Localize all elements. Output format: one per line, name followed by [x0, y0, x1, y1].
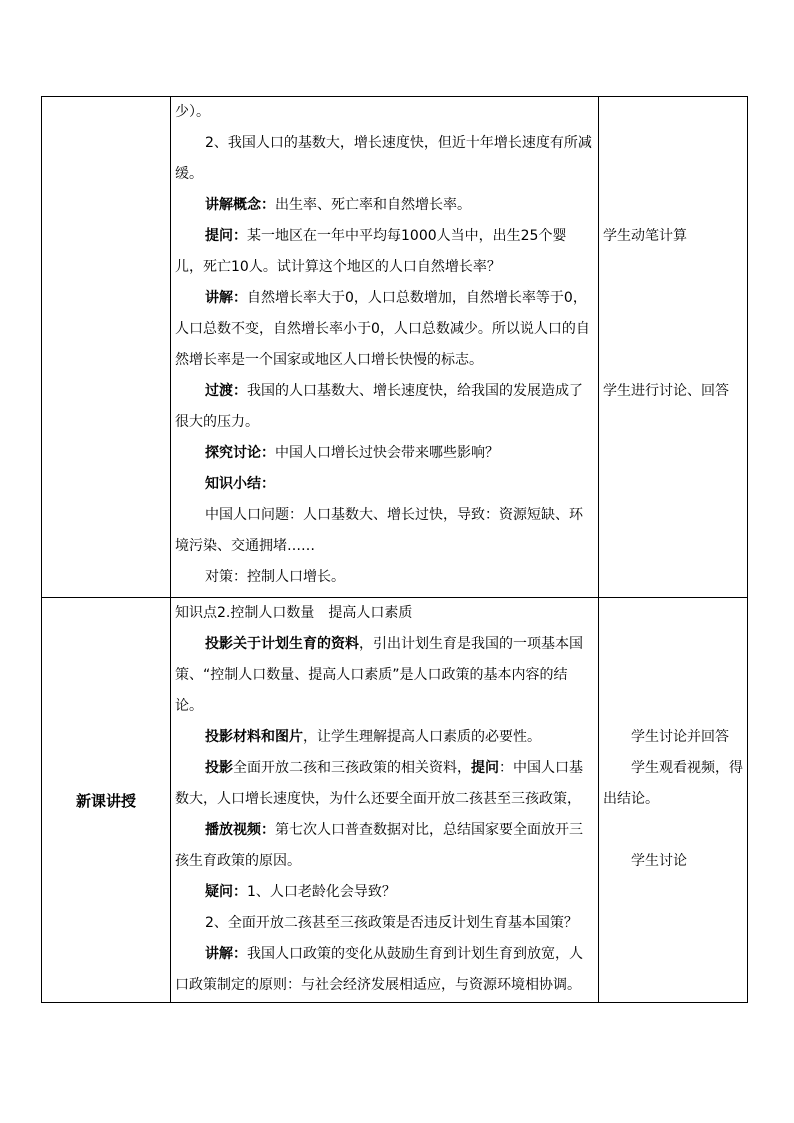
student-activity-cell	[599, 97, 748, 598]
student-activity-cell	[599, 598, 748, 1003]
bold-lead: 讲解：	[205, 290, 247, 306]
bold-lead: 投影	[205, 760, 233, 776]
bold-lead: 疑问：	[205, 884, 247, 900]
content-cell	[171, 97, 599, 598]
bold-lead: 知识小结：	[205, 476, 275, 492]
text: 2、我国人口的基数大，增长速度快，但近十年增长速度有所减缓。	[175, 135, 592, 182]
bold-lead: 提问：	[205, 228, 247, 244]
student-activity: 学生动笔计算	[603, 228, 687, 244]
student-activity: 学生进行讨论、回答	[603, 383, 729, 399]
text: ，让学生理解提高人口素质的必要性。	[303, 729, 541, 745]
table-row	[42, 598, 748, 1003]
text: 少）。	[175, 104, 210, 120]
text: 知识点2.控制人口数量 提高人口素质	[175, 605, 413, 621]
paragraph	[171, 190, 598, 221]
text: 中国人口问题：人口基数大、增长过快，导致：资源短缺、环境污染、交通拥堵……	[175, 507, 583, 554]
paragraph	[171, 283, 598, 376]
text: 2、全面开放二孩甚至三孩政策是否违反计划生育基本国策？	[205, 915, 578, 931]
text: 全面开放二孩和三孩政策的相关资料，	[233, 760, 471, 776]
paragraph	[171, 469, 598, 500]
student-activity: 学生观看视频，得出结论。	[603, 760, 743, 807]
bold-lead: 讲解概念：	[205, 197, 275, 213]
bold-lead: 讲解：	[205, 946, 247, 962]
bold-lead: 过渡：	[205, 383, 247, 399]
text: 中国人口增长过快会带来哪些影响？	[275, 445, 499, 461]
paragraph	[171, 438, 598, 469]
table-row	[42, 97, 748, 598]
content-cell	[171, 598, 599, 1003]
text: 出生率、死亡率和自然增长率。	[275, 197, 471, 213]
text: 某一地区在一年中平均每1000人当中，出生25个婴儿，死亡10人。试计算这个地区的人口自然增长率？	[175, 228, 567, 275]
stage-cell-empty	[42, 97, 171, 598]
paragraph	[171, 753, 598, 815]
text: ，引出计划生育是我国的一项基本国策、“控制人口数量、提高人口素质”是人口政策的基本内容的结论。	[175, 636, 583, 714]
bold-lead: 探究讨论：	[205, 445, 275, 461]
text: 我国的人口基数大、增长速度快，给我国的发展造成了很大的压力。	[175, 383, 583, 430]
paragraph	[171, 629, 598, 722]
student-activity: 学生讨论并回答	[631, 729, 729, 745]
bold-lead: 提问	[471, 760, 499, 776]
paragraph	[171, 908, 598, 939]
bold-lead: 投影关于计划生育的资料	[205, 636, 359, 652]
student-activity: 学生讨论	[631, 853, 687, 869]
paragraph	[171, 97, 598, 128]
bold-lead: 播放视频：	[205, 822, 275, 838]
stage-label: 新课讲授	[42, 598, 171, 1003]
paragraph	[171, 939, 598, 1001]
text: 我国人口政策的变化从鼓励生育到计划生育到放宽，人口政策制定的原则：与社会经济发展相适应，与资源环境相协调。	[175, 946, 583, 993]
paragraph	[171, 376, 598, 438]
text: ：中国人口基数大，人口增长速度快，为什么还要全面开放二孩甚至三孩政策，	[175, 760, 583, 807]
paragraph	[171, 598, 598, 629]
text: 对策：控制人口增长。	[205, 569, 345, 585]
paragraph	[171, 128, 598, 190]
content-lines	[171, 598, 598, 1001]
bold-lead: 投影材料和图片	[205, 729, 303, 745]
paragraph	[171, 221, 598, 283]
text: 1、人口老龄化会导致？	[247, 884, 396, 900]
paragraph	[171, 877, 598, 908]
lesson-table	[41, 96, 748, 1003]
text: 第七次人口普查数据对比，总结国家要全面放开三孩生育政策的原因。	[175, 822, 583, 869]
paragraph	[171, 722, 598, 753]
paragraph	[171, 815, 598, 877]
text: 自然增长率大于0，人口总数增加，自然增长率等于0，人口总数不变，自然增长率小于0，人口总数减少。所以说人口的自然增长率是一个国家或地区人口增长快慢的标志。	[175, 290, 590, 368]
paragraph	[171, 562, 598, 593]
content-lines	[171, 97, 598, 593]
paragraph	[171, 500, 598, 562]
